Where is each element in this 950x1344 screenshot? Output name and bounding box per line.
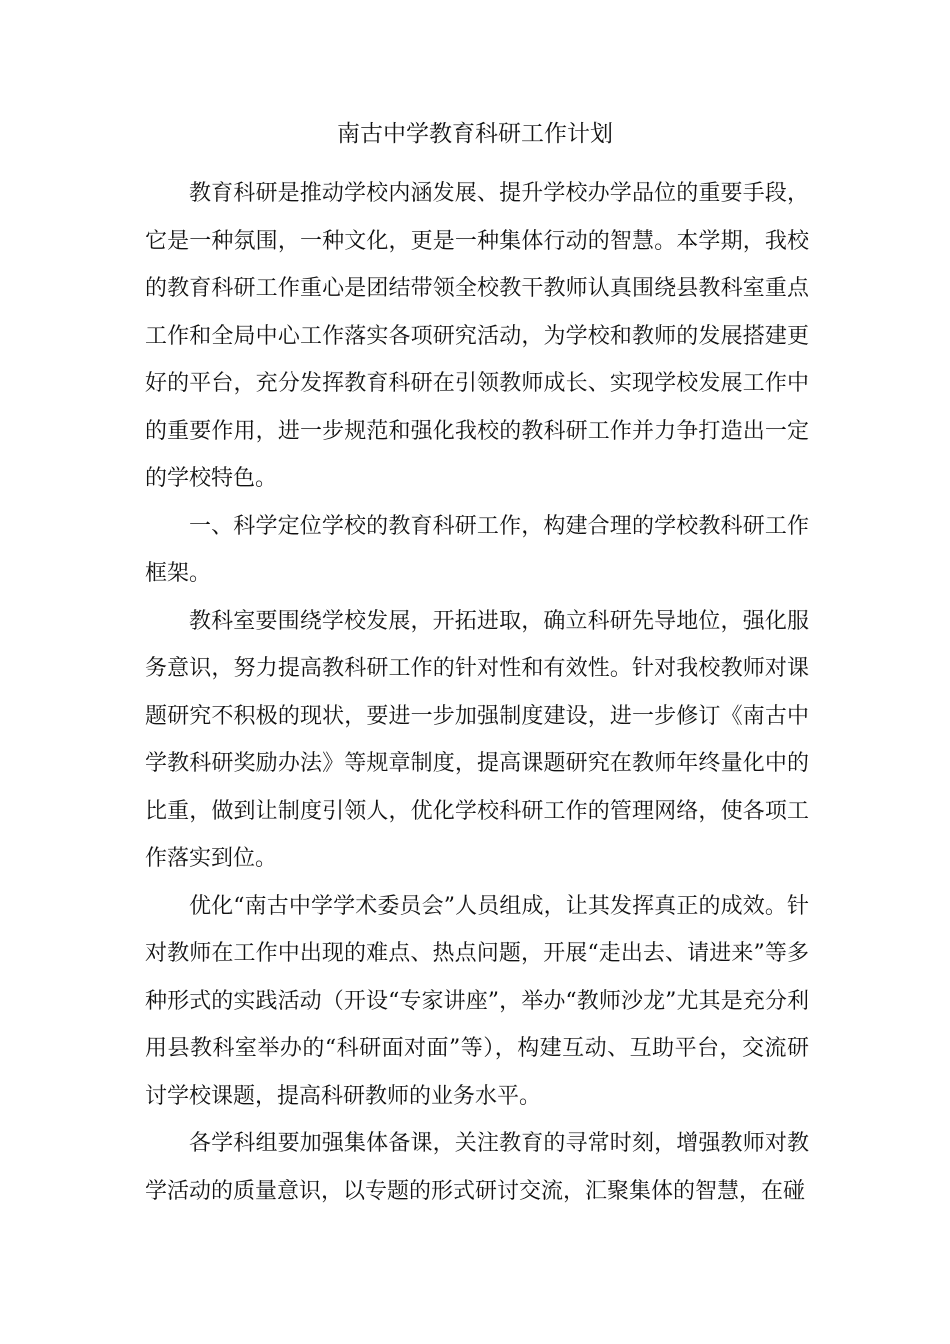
document-body bbox=[145, 170, 809, 1215]
document-title: 南古中学教育科研工作计划 bbox=[337, 121, 613, 147]
paragraph-research-office: 教科室要围绕学校发展，开拓进取，确立科研先导地位，强化服务意识，努力提高教科研工作的针对性和有效性。针对我校教师对课题研究不积极的现状，要进一步加强制度建设，进一步修订《南古中学教科研奖励办法》等规章制度，提高课题研究在教师年终量化中的比重，做到让制度引领人，优化学校科研工作的管理网络，使各项工作落实到位。 bbox=[145, 608, 809, 871]
paragraph-section-heading: 一、科学定位学校的教育科研工作，构建合理的学校教科研工作框架。 bbox=[145, 513, 809, 586]
paragraph-academic-committee: 优化“南古中学学术委员会”人员组成，让其发挥真正的成效。针对教师在工作中出现的难点、热点问题，开展“走出去、请进来”等多种形式的实践活动（开设“专家讲座”，举办“教师沙龙”尤其是充分利用县教科室举办的“科研面对面”等），构建互动、互助平台，交流研讨学校课题，提高科研教师的业务水平。 bbox=[145, 893, 809, 1109]
paragraph-subject-groups: 各学科组要加强集体备课，关注教育的寻常时刻，增强教师对教学活动的质量意识，以专题的形式研讨交流，汇聚集体的智慧，在碰 bbox=[145, 1131, 809, 1204]
paragraph-intro: 教育科研是推动学校内涵发展、提升学校办学品位的重要手段，它是一种氛围，一种文化，更是一种集体行动的智慧。本学期，我校的教育科研工作重心是团结带领全校教干教师认真围绕县教科室重点工作和全局中心工作落实各项研究活动，为学校和教师的发展搭建更好的平台，充分发挥教育科研在引领教师成长、实现学校发展工作中的重要作用，进一步规范和强化我校的教科研工作并力争打造出一定的学校特色。 bbox=[145, 181, 809, 491]
